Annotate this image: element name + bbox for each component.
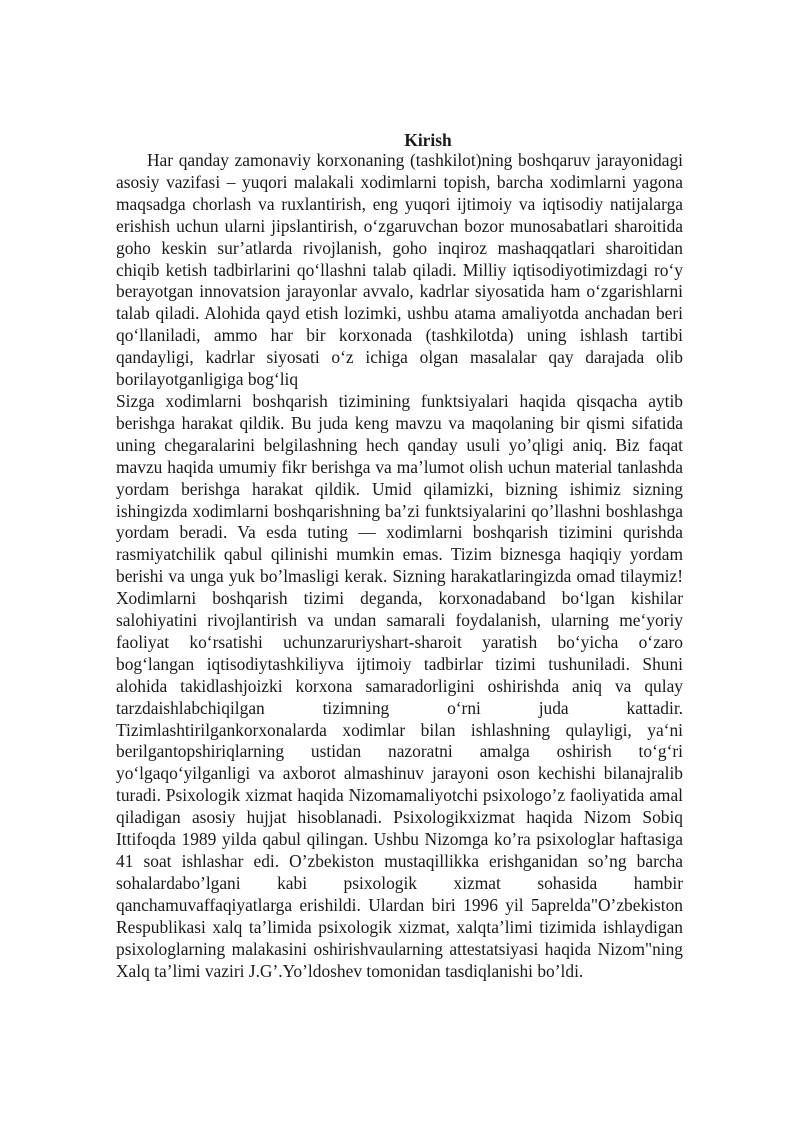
paragraph-intro: Har qanday zamonaviy korxonaning (tashkilot)ning boshqaruv jarayonidagi asosiy vazifasi – yuqori malakali xodimlarni topish, barcha xodimlarni yagona maqsadga chorlash va ruxlantirish, eng yuqori ijtimoiy va iqtisodiy natijalarga erishish uchun ularni jipslantirish, o‘zgaruvchan bozor munosabatlari sharoitida goho keskin sur’atlarda rivojlanish, goho inqiroz mashaqqatlari sharoitidan chiqib ketish tadbirlarini qo‘llashni talab qiladi. Milliy iqtisodiyotimizdagi ro‘y berayotgan innovatsion jarayonlar avvalo, kadrlar siyosatida ham o‘zgarishlarni talab qiladi. Alohida qayd etish lozimki, ushbu atama amaliyotda anchadan beri qo‘llaniladi, ammo har bir korxonada (tashkilotda) uning ishlash tartibi qandayligi, kadrlar siyosati o‘z ichiga olgan masalalar qay darajada olib borilayotganligiga bog‘liq	[116, 150, 683, 390]
page-title: Kirish	[404, 130, 452, 150]
paragraph-main: Sizga xodimlarni boshqarish tizimining funktsiyalari haqida qisqacha aytib berishga harakat qildik. Bu juda keng mavzu va maqolaning bir qismi sifatida uning chegaralarini belgilashning hech qanday usuli yo’qligi aniq. Biz faqat mavzu haqida umumiy fikr berishga va ma’lumot olish uchun material tanlashda yordam berishga harakat qildik. Umid qilamizki, bizning ishimiz sizning ishingizda xodimlarni boshqarishning ba’zi funktsiyalarini qo’llashni boshlashga yordam beradi. Va esda tuting — xodimlarni boshqarish tizimini qurishda rasmiyatchilik qabul qilinishi mumkin emas. Tizim biznesga haqiqiy yordam berishi va unga yuk bo’lmasligi kerak. Sizning harakatlaringizda omad tilaymiz! Xodimlarni boshqarish tizimi deganda, korxonadaband bo‘lgan kishilar salohiyatini rivojlantirish va undan samarali foydalanish, ularning me‘yoriy faoliyat ko‘rsatishi uchunzaruriyshart-sharoit yaratish bo‘yicha o‘zaro bog‘langan iqtisodiytashkiliyva ijtimoiy tadbirlar tizimi tushuniladi. Shuni alohida takidlashjoizki korxona samaradorligini oshirishda aniq va qulay tarzdaishlabchiqilgan tizimning o‘rni juda kattadir. Tizimlashtirilgankorxonalarda xodimlar bilan ishlashning qulayligi, ya‘ni berilgantopshiriqlarning ustidan nazoratni amalga oshirish to‘g‘ri yo‘lgaqo‘yilganligi va axborot almashinuv jarayoni oson kechishi bilanajralib turadi. Psixologik xizmat haqida Nizomamaliyotchi psixologo’z faoliyatida amal qiladigan asosiy hujjat hisoblanadi. Psixologikxizmat haqida Nizom Sobiq Ittifoqda 1989 yilda qabul qilingan. Ushbu Nizomga ko’ra psixologlar haftasiga 41 soat ishlashar edi. O’zbekiston mustaqillikka erishganidan so’ng barcha sohalardabo’lgani kabi psixologik xizmat sohasida hambir qanchamuvaffaqiyatlarga erishildi. Ulardan biri 1996 yil 5aprelda"O’zbekiston Respublikasi xalq ta’limida psixologik xizmat, xalqta’limi tizimida ishlaydigan psixologlarning malakasini oshirishvaularning attestatsiyasi haqida Nizom"ning Xalq ta’limi vaziri J.G’.Yo’ldoshev tomonidan tasdiqlanishi bo’ldi.	[116, 390, 683, 981]
document-body	[116, 150, 683, 982]
